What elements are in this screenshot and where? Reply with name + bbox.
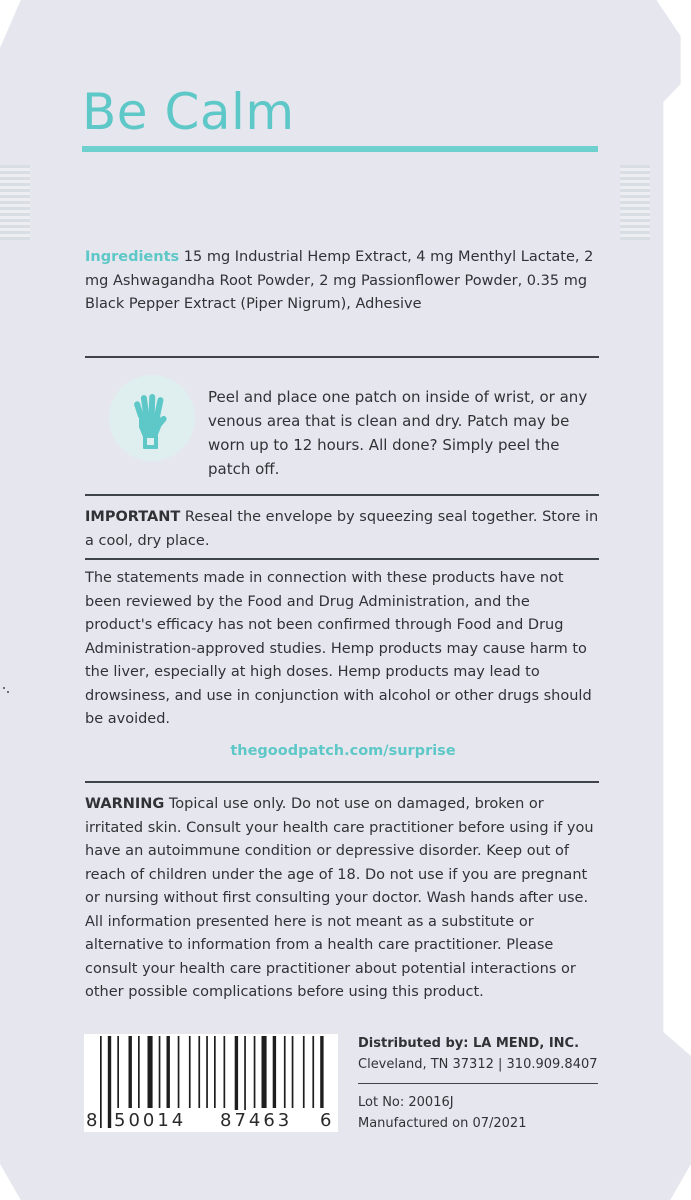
divider (358, 1083, 598, 1084)
distributor-phone: 310.909.8407 (506, 1057, 598, 1072)
barcode-bar (303, 1036, 305, 1108)
punch-mark (2, 686, 10, 694)
ingredients-text: 15 mg Industrial Hemp Extract, 4 mg Menthyl Lactate, 2 mg Ashwagandha Root Powder, 2 mg Passionflower Powder, 0.35 mg Black Pepper Extract (Piper Nigrum), Adhesive (85, 249, 594, 312)
divider (85, 494, 599, 496)
barcode-last-digit: 6 (320, 1110, 332, 1131)
divider (85, 356, 599, 358)
right-crimp-seal (620, 165, 650, 240)
distributor-address (358, 1055, 598, 1075)
warning-text: Topical use only. Do not use on damaged, broken or irritated skin. Consult your health care practitioner before using if you have an autoimmune condition or depressive disorder. Keep out of reach of children under the age of 18. Do not use if you are pregnant or nursing without first consulting your doctor. Wash hands after use. All information presented here is not meant as a substitute or alternative to information from a health care practitioner. Please consult your health care practitioner about potential interactions or other possible complications before using this product. (85, 796, 594, 1000)
barcode-bar (159, 1036, 161, 1108)
barcode-bar (117, 1036, 119, 1108)
barcode-bar (189, 1036, 191, 1108)
barcode-bar (178, 1036, 180, 1108)
barcode-bar (129, 1036, 132, 1108)
distributor-line (358, 1034, 579, 1054)
divider (85, 558, 599, 560)
distributor-city: Cleveland, TN 37312 (358, 1057, 494, 1072)
application-instructions: Peel and place one patch on inside of wrist, or any venous area that is clean and dry. Patch may be worn up to 12 hours. All done? Simply peel the patch off. (208, 388, 588, 478)
product-title: Be Calm (82, 83, 295, 141)
manufacture-date: Manufactured on 07/2021 (358, 1116, 527, 1131)
distributor-label: Distributed by: (358, 1036, 469, 1051)
barcode-bar (320, 1036, 323, 1108)
left-crimp-seal (0, 165, 30, 240)
distributor-name: LA MEND, INC. (468, 1036, 580, 1051)
lot-number: Lot No: 20016J (358, 1095, 454, 1110)
warning-label: WARNING (85, 796, 165, 812)
distributor-separator: | (493, 1057, 507, 1072)
barcode-bar (262, 1036, 267, 1108)
barcode-bar (284, 1036, 286, 1108)
website-url[interactable]: thegoodpatch.com/surprise (230, 743, 456, 759)
barcode-bar (138, 1036, 140, 1108)
barcode-bar (100, 1036, 102, 1128)
divider (85, 781, 599, 783)
barcode-bar (254, 1036, 256, 1108)
ingredients-block (85, 246, 601, 317)
important-label: IMPORTANT (85, 509, 181, 525)
barcode-bar (312, 1036, 314, 1108)
barcode-bar (214, 1036, 216, 1108)
barcode-bar (198, 1036, 200, 1108)
barcode-bar (206, 1036, 208, 1108)
barcode-left-digits: 50014 (114, 1110, 187, 1131)
barcode-bar (108, 1036, 111, 1128)
important-text: Reseal the envelope by squeezing seal together. Store in a cool, dry place. (85, 509, 599, 549)
barcode-right-digits: 87463 (220, 1110, 293, 1131)
barcode-bar (148, 1036, 153, 1108)
barcode-bar (167, 1036, 170, 1108)
barcode-first-digit: 8 (86, 1110, 98, 1131)
hand-with-patch-icon (109, 375, 195, 461)
barcode-bar (224, 1036, 226, 1108)
important-block (85, 506, 601, 553)
ingredients-label: Ingredients (85, 249, 180, 265)
barcode-bar (292, 1036, 294, 1108)
warning-block (85, 793, 601, 1005)
title-underline (82, 146, 598, 152)
barcode-bar (273, 1036, 276, 1108)
fda-statement: The statements made in connection with these products have not been reviewed by the Food and Drug Administration, and the product's efficacy has not been confirmed through Food and Drug Administration-approved studies. Hemp products may cause harm to the liver, especially at high doses. Hemp products may lead to drowsiness, and use in conjunction with alcohol or other drugs should be avoided. (85, 570, 592, 727)
